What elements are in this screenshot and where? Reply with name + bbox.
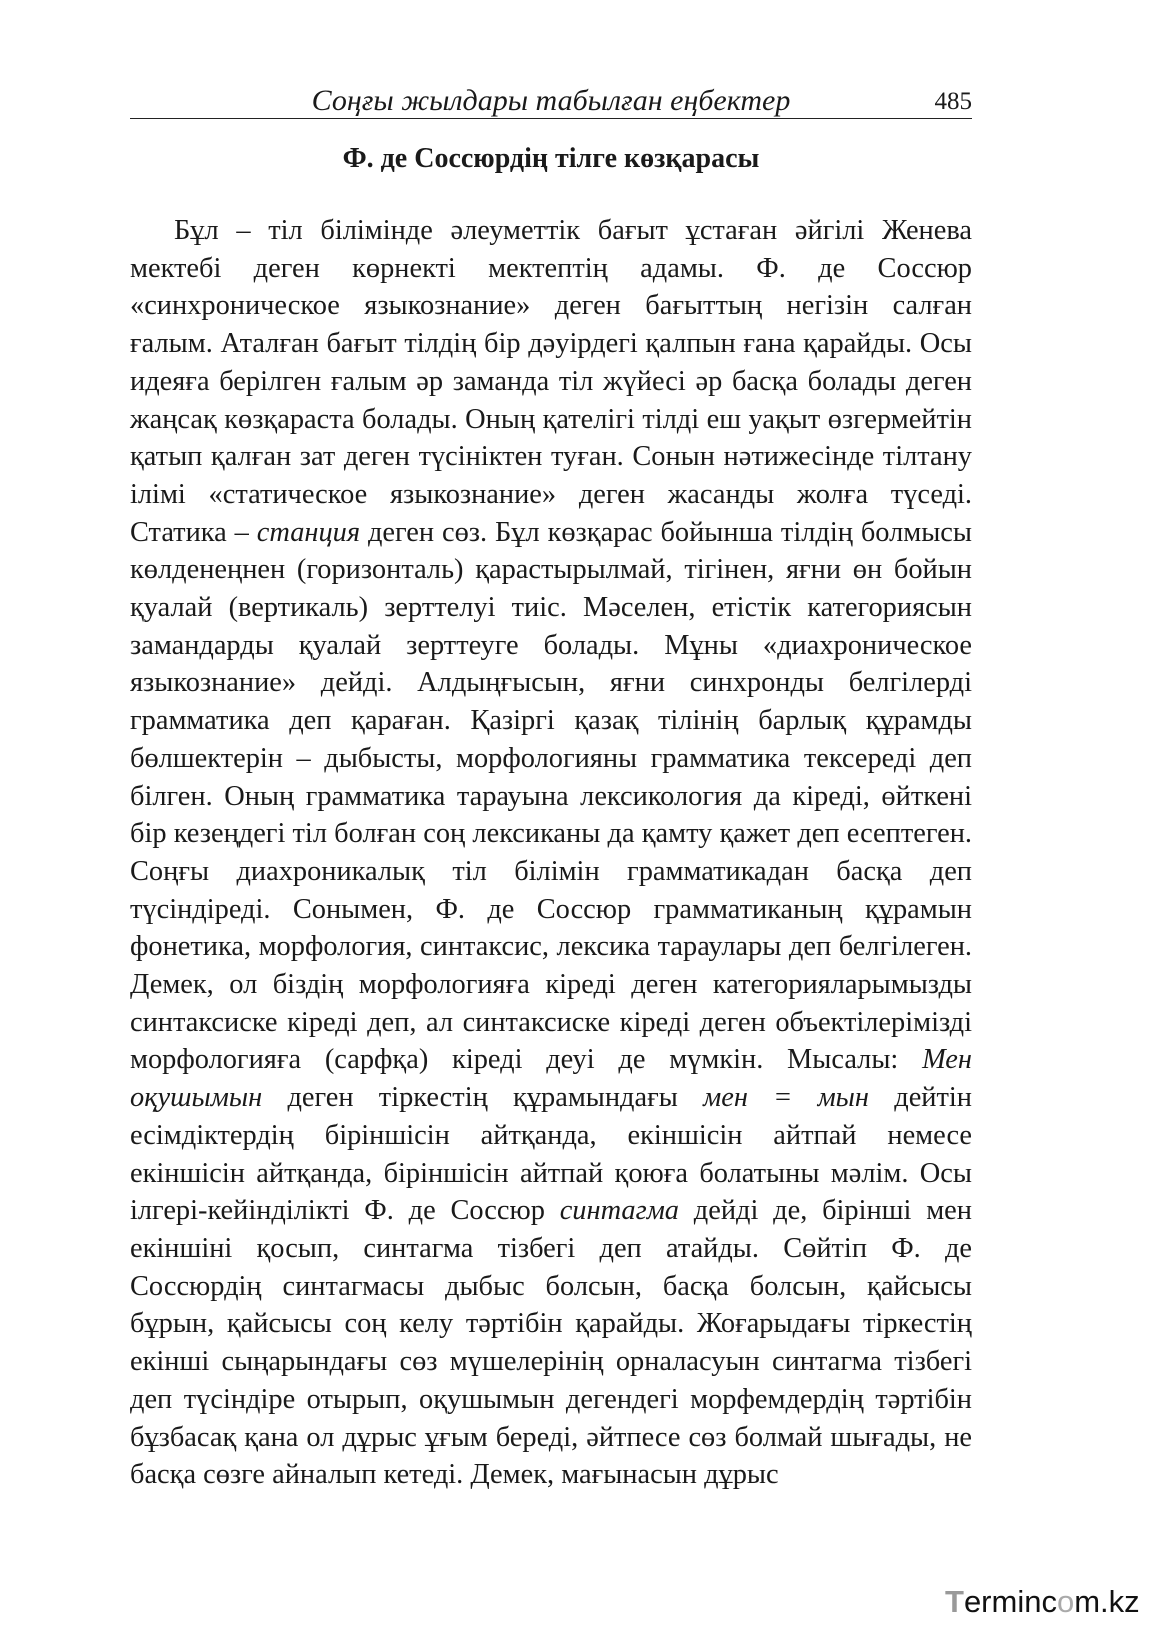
italic-term: синтагма xyxy=(559,1195,680,1227)
section-title: Ф. де Соссюрдің тілге көзқарасы xyxy=(342,143,760,174)
text-segment: дейді де, бірінші мен екіншіні қосып, синтагма тізбегі деп атайды. Сөйтіп Ф. де Соссюрдің синтагмасы дыбыс болсын, басқа болсын, қайсысы бұрын, қайсысы соң келу тәртібін қарайды. Жоғарыдағы тіркестің екінші сыңарындағы сөз мүшелерінің орналасуын синтагма тізбегі деп түсіндіре отырып, оқушымын дегендегі морфемдердің тәртібін бұзбасақ қана ол дұрыс ұғым береді, әйтпесе сөз болмай шығады, не басқа сөзге айналып кетеді. Демек, мағынасын дұрыс xyxy=(130,1195,972,1491)
running-title: Соңғы жылдары табылған еңбектер xyxy=(311,84,791,117)
italic-example: мен = мын xyxy=(703,1082,869,1114)
text-segment: деген тіркестің құрамындағы xyxy=(287,1082,678,1114)
body-paragraph xyxy=(130,212,972,1494)
running-header xyxy=(130,80,972,119)
termincom-watermark-logo: Termincom.kz xyxy=(945,1584,1140,1619)
text-segment: деген сөз. Бұл көзқарас бойынша тілдің болмысы көлденеңнен (горизонталь) қарастырылмай, тігінен, яғни өн бойын қуалай (вертикаль) зерттелуі тиіс. Мәселен, етістік категориясын замандарды қуалай зерттеуге болады. Мұны «диахроническое языкознание» дейді. Алдыңғысын, яғни синхронды белгілерді грамматика деп қараған. Қазіргі қазақ тілінің барлық құрамды бөлшектерін – дыбысты, морфологияны грамматика тексереді деп білген. Оның грамматика тарауына лексикология да кіреді, өйткені бір кезеңдегі тіл болған соң лексиканы да қамту қажет деп есептеген. Соңғы диахроникалық тіл білімін грамматикадан басқа деп түсіндіреді. Сонымен, Ф. де Соссюр грамматиканың құрамын фонетика, морфология, синтаксис, лексика тараулары деп белгілеген. Демек, ол біздің морфологияға кіреді деген категорияларымызды синтаксиске кіреді деп, ал синтаксиске кіреді деген объектілерімізді морфологияға (сарфқа) кіреді деуі де мүмкін. Мысалы: xyxy=(130,516,972,1076)
italic-term: станция xyxy=(256,516,361,548)
page-number: 485 xyxy=(934,88,972,115)
text-segment: Бұл – тіл білімінде әлеуметтік бағыт ұстаған әйгілі Женева мектебі деген көрнекті мектептің адамы. Ф. де Соссюр «синхроническое языкознание» деген бағыттың негізін салған ғалым. Аталған бағыт тілдің бір дәуірдегі қалпын ғана қарайды. Осы идеяға берілген ғалым әр заманда тіл жүйесі әр басқа болады деген жаңсақ көзқараста болады. Оның қателігі тілді еш уақыт өзгермейтін қатып қалған зат деген түсініктен туған. Сонын нәтижесінде тілтану ілімі «статическое языкознание» деген жасанды жолға түседі. Статика – xyxy=(130,215,972,548)
italic-example: Мен оқушымын xyxy=(130,1044,972,1114)
text-segment: дейтін есімдіктердің біріншісін айтқанда, екіншісін айтпай немесе екіншісін айтқанда, біріншісін айтпай қоюға болатыны мәлім. Осы ілгері-кейінділікті Ф. де Соссюр xyxy=(130,1082,972,1227)
